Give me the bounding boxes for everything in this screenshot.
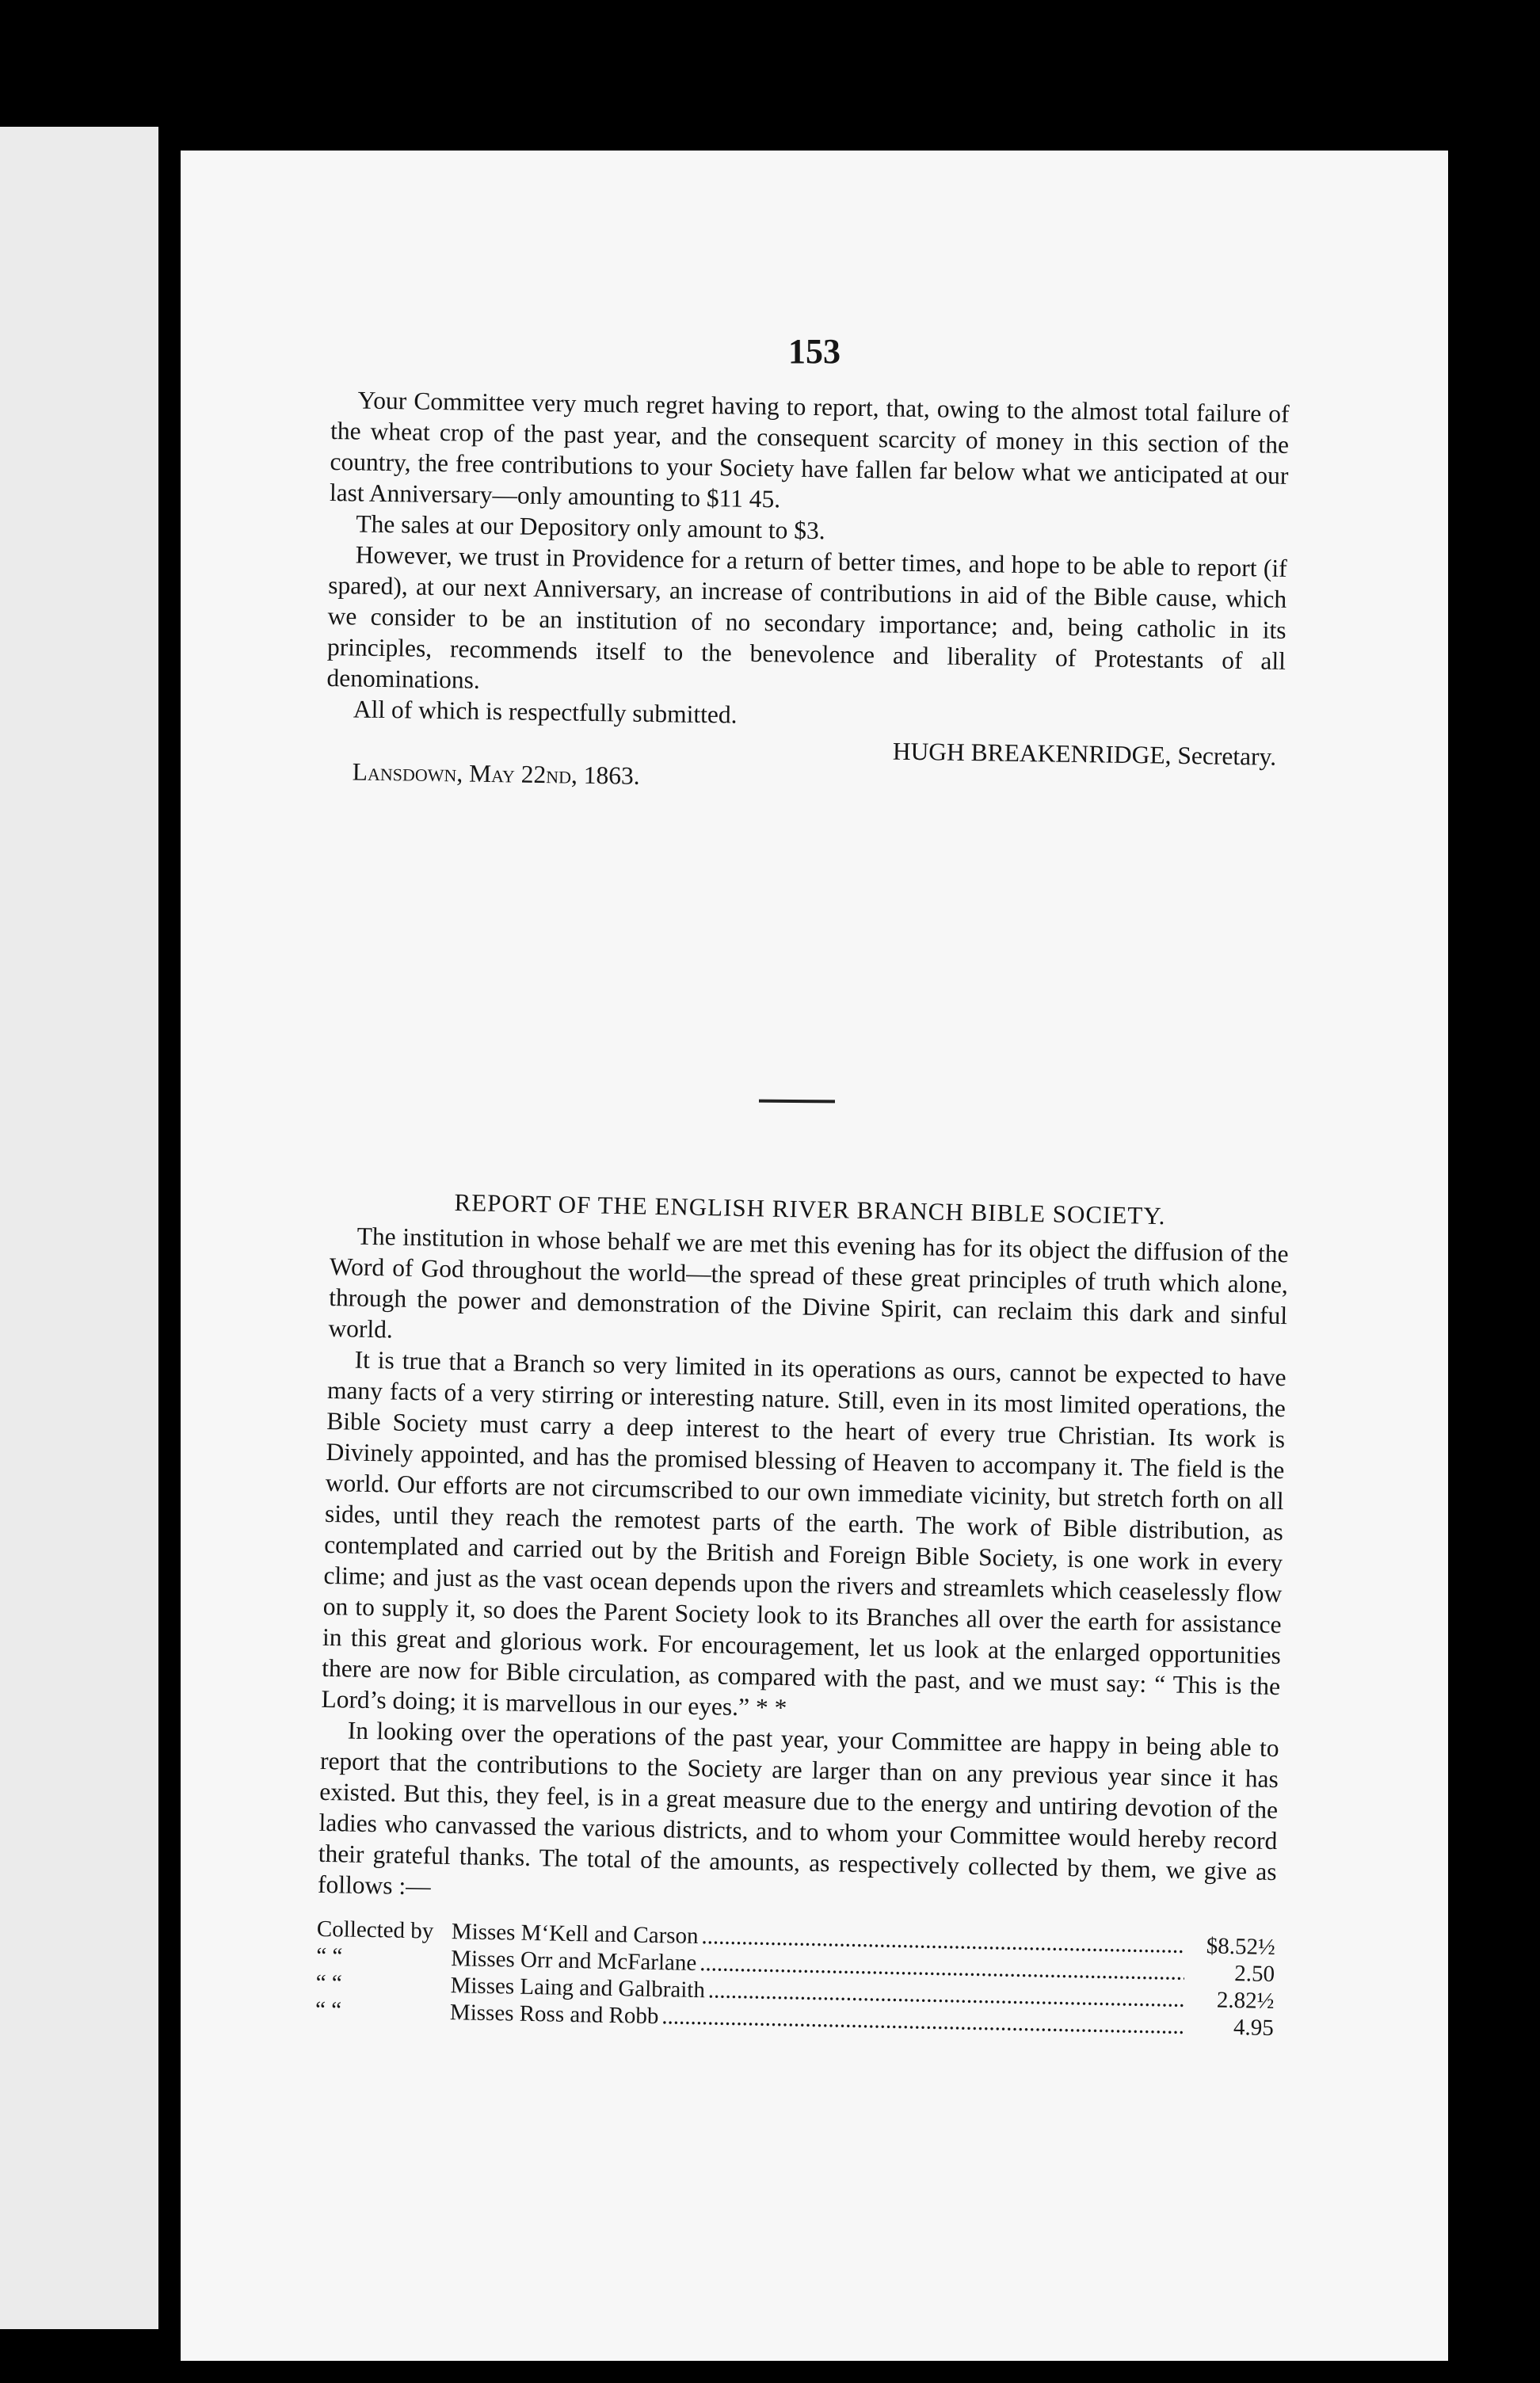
collectors-name: Misses Laing and Galbraith <box>450 1973 706 2004</box>
paragraph: All of which is respectfully submitted. <box>353 695 738 729</box>
paragraph: Your Committee very much regret having to report, that, owing to the almost total failure of the wheat crop of the past year, and the consequent scarcity of money in this section of the country, the free contributions to your Society have fallen far below what we anticipated at our last Anniversary—only amounting to $11 45. <box>329 386 1290 513</box>
amount: $8.52½ <box>1206 1933 1276 1961</box>
facing-page-edge <box>0 127 158 2329</box>
row-prefix: Collected by <box>316 1916 434 1944</box>
row-prefix: “ “ <box>315 1943 343 1969</box>
english-river-report-section <box>315 1184 1290 2042</box>
row-prefix: “ “ <box>315 1969 342 1996</box>
collectors-name: Misses Orr and McFarlane <box>450 1946 697 1977</box>
section-divider <box>759 1100 835 1104</box>
paragraph: It is true that a Branch so very limited in its operations as ours, cannot be expected to have many facts of a very stirring or interesting nature. Still, even in its most limited operations, the Bible Society must carry a deep interest to the heart of every true Christian. Its work is Divinely appointed, and has the promised blessing of Heaven to accompany it. The field is the world. Our efforts are not circumscribed to our own immediate vicinity, but stretch forth on all sides, until they reach the remotest parts of the earth. The work of Bible distribution, as contemplated and carried out by the British and Foreign Bible Society, is one work in every clime; and just as the vast ocean depends upon the rivers and streamlets which ceaselessly flow on to supply it, so does the Parent Society look to its Branches all over the earth for assistance in this great and glorious work. For encouragement, let us look at the enlarged opportunities there are now for Bible circulation, as compared with the past, and we must say: “ This is the Lord’s doing; it is marvellous in our eyes.” * * <box>321 1345 1287 1722</box>
paragraph: The institution in whose behalf we are met this evening has for its object the diffusion of the Word of God throughout the world—the spread of these great principles of truth which alone, through the power and demonstration of the Divine Spirit, can reclaim this dark and sinful world. <box>328 1222 1289 1344</box>
committee-report-section <box>325 384 1290 808</box>
signature: HUGH BREAKENRIDGE, Secretary. <box>892 737 1277 771</box>
book-page <box>181 151 1448 2361</box>
paragraph: In looking over the operations of the past year, your Committee are happy in being able to report that the contributions to the Society are larger than on any previous year since it has existed. But this, they feel, is in a great measure due to the energy and untiring devotion of the ladies who canvassed the various districts, and to whom your Committee would hereby record their grateful thanks. The total of the amounts, as respectively collected by them, we give as follows :— <box>317 1716 1279 1901</box>
paragraph: However, we trust in Providence for a return of better times, and hope to be able to report (if spared), at our next Anniversary, an increase of contributions in aid of the Bible cause, which we consider to be an institution of no secondary importance; and, being catholic in its principles, recommends itself to the benevolence and liberality of Protestants of all denominations. <box>326 540 1287 694</box>
amount: 2.50 <box>1234 1961 1275 1988</box>
signature-block <box>325 727 1284 808</box>
amount: 2.82½ <box>1216 1987 1275 2015</box>
row-prefix: “ “ <box>314 1996 342 2023</box>
paragraph: The sales at our Depository only amount to $3. <box>356 509 825 545</box>
page-number: 153 <box>788 332 841 371</box>
collections-list <box>315 1916 1275 2042</box>
collectors-name: Misses Ross and Robb <box>449 2000 659 2030</box>
place-date: Lansdown, May 22nd, 1863. <box>352 757 640 790</box>
amount: 4.95 <box>1233 2015 1275 2042</box>
collectors-name: Misses M‘Kell and Carson <box>451 1919 699 1950</box>
section-heading: REPORT OF THE ENGLISH RIVER BRANCH BIBLE SOCIETY. <box>454 1188 1166 1230</box>
